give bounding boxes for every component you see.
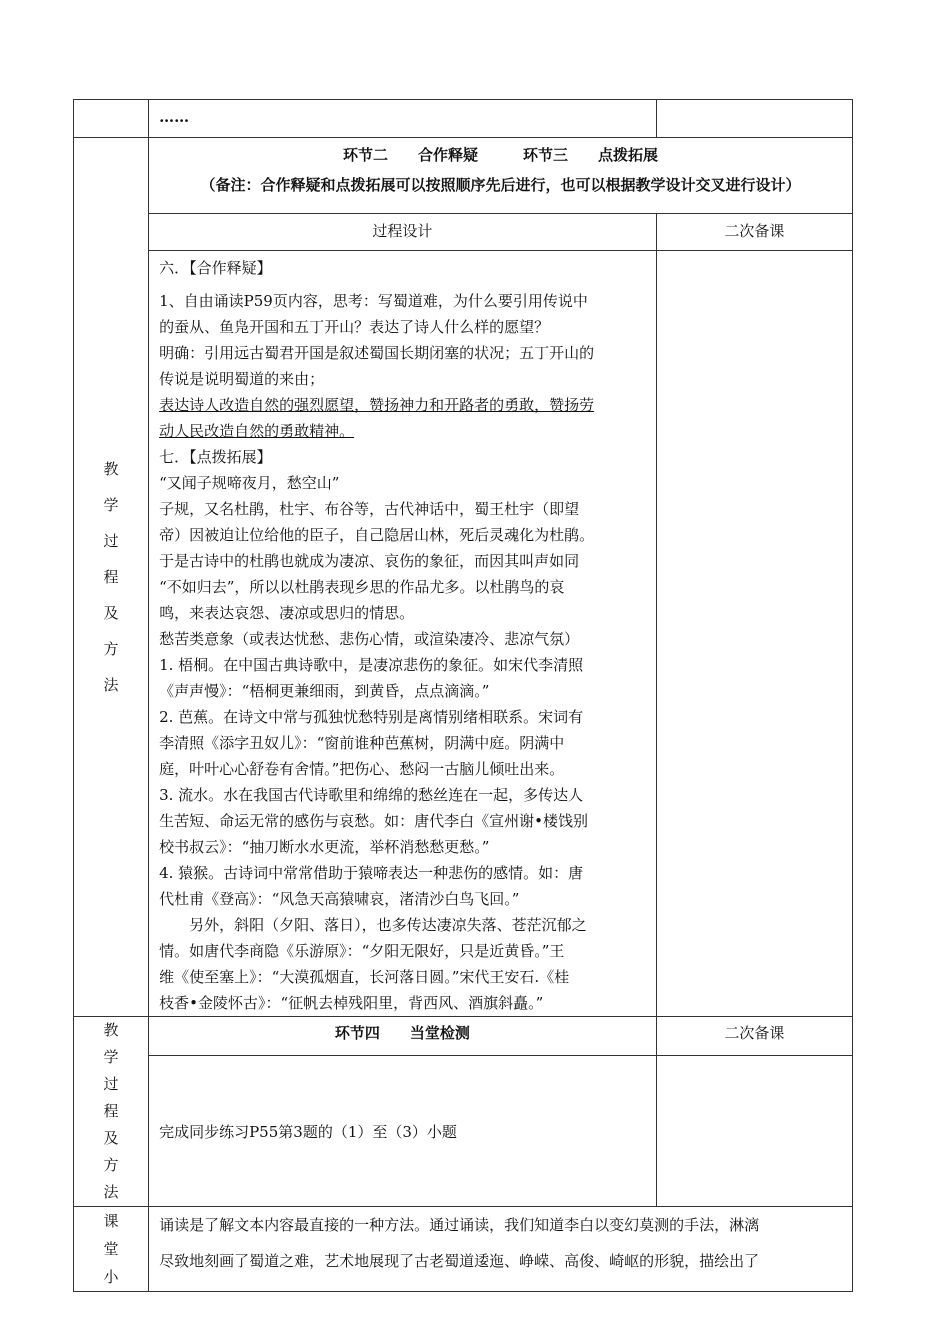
section4-prep-header: 二次备课 xyxy=(656,1017,852,1056)
content-line: 3. 流水。水在我国古代诗歌里和绵绵的愁丝连在一起，多传达人 xyxy=(159,786,584,804)
content-line: 《声声慢》：“梧桐更兼细雨，到黄昏，点点滴滴。” xyxy=(159,682,490,700)
content-row xyxy=(74,251,853,1017)
summary-row xyxy=(74,1207,853,1292)
content-line: 李清照《添字丑奴儿》：“窗前谁种芭蕉树，阴满中庭。阴满中 xyxy=(159,734,565,752)
content-line: “又闻子规啼夜月，愁空山” xyxy=(159,474,340,492)
section4-task-text: 完成同步练习P55第3题的（1）至（3）小题 xyxy=(159,1123,457,1142)
underlined-line: 动人民改造自然的勇敢精神。 xyxy=(159,422,355,440)
content-line: 另外，斜阳（夕阳、落日），也多传达凄凉失落、苍茫沉郁之 xyxy=(189,916,587,934)
content-line: 子规，又名杜鹃，杜宇、布谷等，古代神话中，蜀王杜宇（即望 xyxy=(159,500,580,518)
content-line: 庭，叶叶心心舒卷有舍情。”把伤心、愁闷一古脑儿倾吐出来。 xyxy=(159,760,565,778)
underlined-line: 表达诗人改造自然的强烈愿望，赞扬神力和开路者的勇敢，赞扬劳 xyxy=(159,396,595,414)
col-header-process: 过程设计 xyxy=(149,214,657,251)
continuation-row xyxy=(74,100,853,138)
content-line: 鸣，来表达哀怨、凄凉或思归的情思。 xyxy=(159,604,415,622)
side-label-summary: 课 堂 小 xyxy=(74,1207,149,1292)
col-header-prep: 二次备课 xyxy=(656,214,852,251)
content-line: 1. 梧桐。在中国古典诗歌中，是凄凉悲伤的象征。如宋代李清照 xyxy=(159,656,584,674)
section4-task xyxy=(149,1056,657,1207)
section4-body-row xyxy=(74,1056,853,1207)
content-line: 明确：引用远古蜀君开国是叙述蜀国长期闭塞的状况；五丁开山的 xyxy=(159,344,595,362)
content-line: 帝）因被迫让位给他的臣子，自己隐居山林，死后灵魂化为杜鹃。 xyxy=(159,526,595,544)
lesson-plan-table xyxy=(73,99,853,1292)
content-line: 代杜甫《登高》：“风急天高猿啸哀，渚清沙白鸟飞回。” xyxy=(159,890,520,908)
column-header-row xyxy=(74,214,853,251)
content-line: 于是古诗中的杜鹃也就成为凄凉、哀伤的象征，而因其叫声如同 xyxy=(159,552,580,570)
process-content xyxy=(149,251,657,1017)
section-title-cell xyxy=(149,138,853,214)
summary-line: 尽致地刻画了蜀道之难，艺术地展现了古老蜀道逶迤、峥嵘、高俊、崎岖的形貌，描绘出了 xyxy=(159,1252,760,1270)
continuation-text: …… xyxy=(149,100,657,138)
section4-prep-cell xyxy=(656,1056,852,1207)
heading-extension: 七．【点拨拓展】 xyxy=(159,448,272,466)
heading-cooperation: 六．【合作释疑】 xyxy=(159,259,272,277)
empty-cell xyxy=(656,100,852,138)
side-label-teaching-process-2: 教 学 过 程 及 方 法 xyxy=(74,1017,149,1207)
content-line: 传说是说明蜀道的来由； xyxy=(159,370,325,388)
section4-title: 环节四 当堂检测 xyxy=(149,1017,657,1056)
content-line: 愁苦类意象（或表达忧愁、悲伤心情，或渲染凄冷、悲凉气氛） xyxy=(159,630,580,648)
side-label-teaching-process: 教 学 过 程 及 方 法 xyxy=(74,138,149,1017)
content-line: “不如归去”，所以以杜鹃表现乡思的作品尤多。以杜鹃鸟的哀 xyxy=(159,578,565,596)
content-line: 校书叔云》：“抽刀断水水更流，举杯消愁愁更愁。” xyxy=(159,838,490,856)
prep-notes-cell xyxy=(656,251,852,1017)
content-line: 生苦短、命运无常的感伤与哀愁。如：唐代李白《宣州谢•楼饯别 xyxy=(159,812,588,830)
section-title: 环节二 合作释疑 环节三 点拨拓展 xyxy=(343,146,659,164)
content-line: 维《使至塞上》：“大漠孤烟直，长河落日圆。”宋代王安石.《桂 xyxy=(159,968,570,986)
content-line: 情。如唐代李商隐《乐游原》：“夕阳无限好，只是近黄昏。”王 xyxy=(159,942,565,960)
empty-cell xyxy=(74,100,149,138)
content-line: 1、自由诵读P59页内容，思考：写蜀道难，为什么要引用传说中 xyxy=(159,292,588,310)
section4-header-row xyxy=(74,1017,853,1056)
summary-text xyxy=(149,1207,853,1292)
content-line: 的蚕从、鱼凫开国和五丁开山？表达了诗人什么样的愿望？ xyxy=(159,318,550,336)
section-note: （备注：合作释疑和点拨拓展可以按照顺序先后进行，也可以根据教学设计交叉进行设计） xyxy=(200,176,801,194)
summary-line: 诵读是了解文本内容最直接的一种方法。通过诵读，我们知道李白以变幻莫测的手法，淋漓 xyxy=(159,1216,760,1234)
section-header-row xyxy=(74,138,853,214)
content-line: 枝香•金陵怀古》：“征帆去棹残阳里，背西风、酒旗斜矗。” xyxy=(159,994,544,1012)
content-line: 2. 芭蕉。在诗文中常与孤独忧愁特别是离情别绪相联系。宋词有 xyxy=(159,708,584,726)
content-line: 4. 猿猴。古诗词中常常借助于猿啼表达一种悲伤的感情。如：唐 xyxy=(159,864,584,882)
